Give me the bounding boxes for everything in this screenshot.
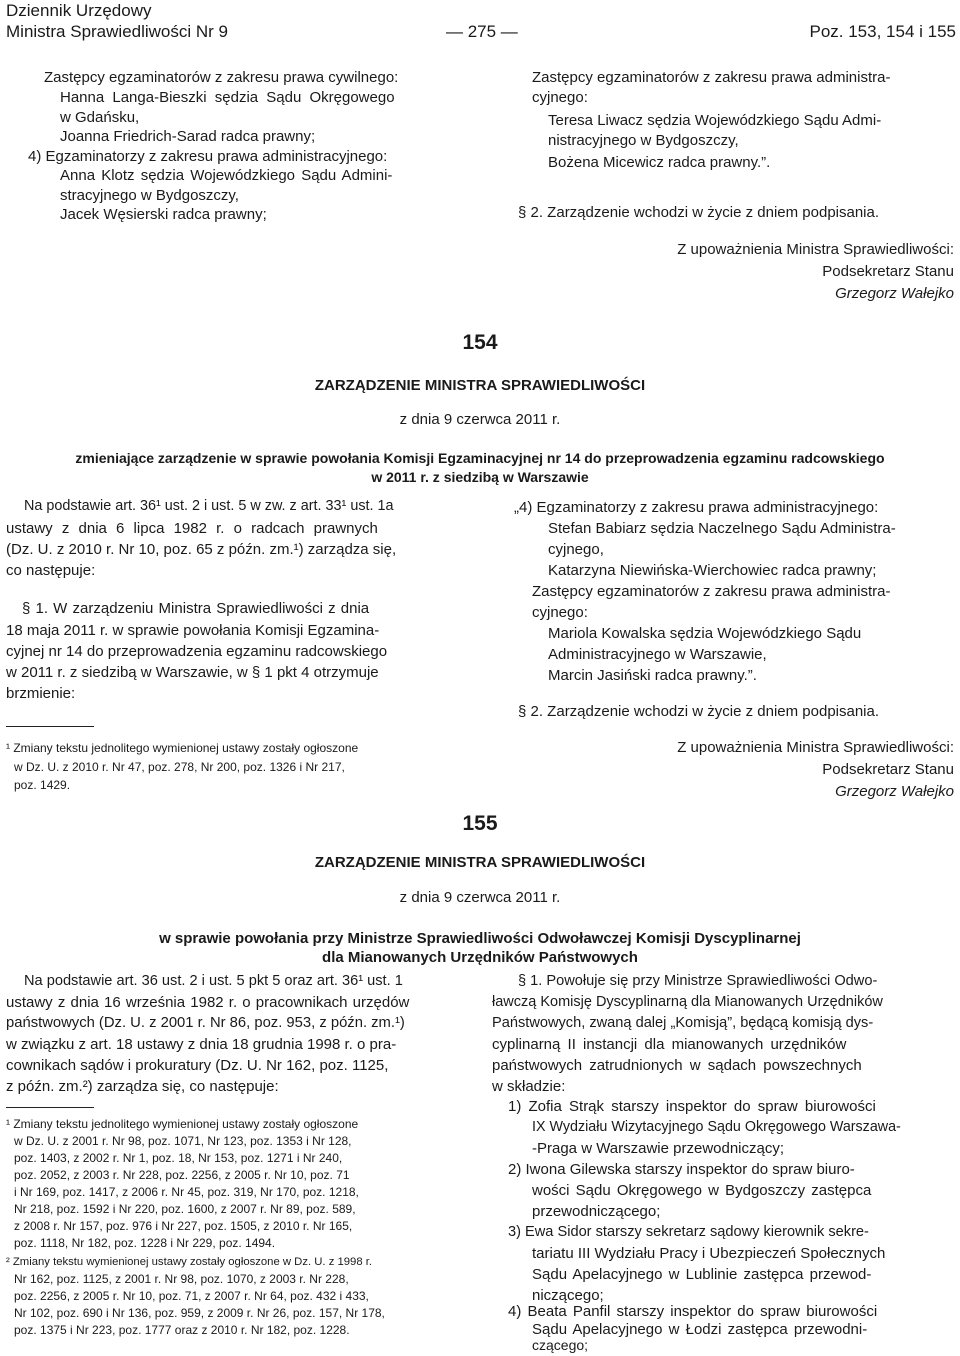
document-subject: zmieniające zarządzenie w sprawie powołania Komisji Egzaminacyjnej nr 14 do przeprowadzenia egzaminu radcowskiego xyxy=(75,450,885,466)
signature-name: Grzegorz Wałejko xyxy=(835,783,954,800)
document-subject: dla Mianowanych Urzędników Państwowych xyxy=(322,949,638,966)
signature-title: Podsekretarz Stanu xyxy=(822,263,954,280)
text-line: cyplinarną II instancji dla mianowanych urzędników xyxy=(492,1036,847,1053)
position-numbers: Poz. 153, 154 i 155 xyxy=(809,22,956,41)
list-item: wości Sądu Okręgowego w Bydgoszczy zastępca xyxy=(532,1182,872,1199)
list-item: 1) Zofia Strąk starszy inspektor do spraw biurowości xyxy=(508,1098,876,1115)
signature-authority: Z upoważnienia Ministra Sprawiedliwości: xyxy=(677,241,954,258)
text-line: Jacek Węsierski radca prawny; xyxy=(60,206,267,223)
signature-name: Grzegorz Wałejko xyxy=(835,285,954,302)
list-item: 3) Ewa Sidor starszy sekretarz sądowy kierownik sekre- xyxy=(508,1224,869,1240)
text-line: Na podstawie art. 36¹ ust. 2 i ust. 5 w zw. z art. 33¹ ust. 1a xyxy=(24,498,394,514)
text-line: nistracyjnego w Bydgoszczy, xyxy=(548,132,739,149)
text-line: ustawy z dnia 6 lipca 1982 r. o radcach prawnych xyxy=(6,520,378,537)
text-line: Marcin Jasiński radca prawny.”. xyxy=(548,667,757,684)
text-line: 18 maja 2011 r. w sprawie powołania Komisji Egzamina- xyxy=(6,622,380,639)
text-line: Na podstawie art. 36 ust. 2 i ust. 5 pkt 5 oraz art. 36¹ ust. 1 xyxy=(24,973,403,989)
document-title: ZARZĄDZENIE MINISTRA SPRAWIEDLIWOŚCI xyxy=(314,854,646,871)
list-item: IX Wydziału Wizytacyjnego Sądu Okręgowego Warszawa- xyxy=(532,1119,901,1135)
text-line: w Gdańsku, xyxy=(60,109,140,126)
text-line: państwowych (Dz. U. z 2001 r. Nr 86, poz. 953, z późn. zm.¹) xyxy=(6,1015,405,1031)
text-line: Stefan Babiarz sędzia Naczelnego Sądu Administra- xyxy=(548,520,896,537)
text-line: brzmienie: xyxy=(6,685,76,702)
footnote-line: ¹ Zmiany tekstu jednolitego wymienionej ustawy zostały ogłoszone xyxy=(6,1117,359,1131)
position-number: 155 xyxy=(462,812,498,835)
text-line: Katarzyna Niewińska-Wierchowiec radca prawny; xyxy=(548,562,877,579)
list-item: przewodniczącego; xyxy=(532,1203,661,1220)
text-line: ustawy z dnia 16 września 1982 r. o pracownikach urzędów xyxy=(6,994,410,1011)
signature-title: Podsekretarz Stanu xyxy=(822,761,954,778)
text-line: w składzie: xyxy=(492,1078,566,1095)
list-item: Sądu Apelacyjnego w Łodzi zastępca przewodni- xyxy=(532,1321,868,1338)
list-item: 2) Iwona Gilewska starszy inspektor do spraw biuro- xyxy=(508,1161,855,1178)
text-line: Mariola Kowalska sędzia Wojewódzkiego Sądu xyxy=(548,625,862,642)
text-line: z późn. zm.²) zarządza się, co następuje: xyxy=(6,1078,279,1095)
text-line: (Dz. U. z 2010 r. Nr 10, poz. 65 z późn. zm.¹) zarządza się, xyxy=(6,541,397,558)
footnote-separator xyxy=(6,1107,94,1108)
footnote-line: poz. 2256, z 2005 r. Nr 10, poz. 71, z 2007 r. Nr 64, poz. 432 i 433, xyxy=(14,1289,369,1303)
footnote-line: ² Zmiany tekstu wymienionej ustawy zostały ogłoszone w Dz. U. z 1998 r. xyxy=(6,1256,373,1268)
running-header xyxy=(6,0,956,44)
list-item: niczącego; xyxy=(532,1287,604,1304)
footnote-line: Nr 162, poz. 1125, z 2001 r. Nr 98, poz. 1070, z 2003 r. Nr 228, xyxy=(14,1272,349,1286)
paragraph: § 2. Zarządzenie wchodzi w życie z dniem podpisania. xyxy=(518,703,880,720)
footnote-line: poz. 1375 i Nr 223, poz. 1777 oraz z 2010 r. Nr 182, poz. 1228. xyxy=(14,1323,350,1337)
text-line: stracyjnego w Bydgoszczy, xyxy=(60,187,239,204)
position-number: 154 xyxy=(462,331,498,354)
text-line: cyjnego: xyxy=(532,89,588,106)
footnote-line: w Dz. U. z 2010 r. Nr 47, poz. 278, Nr 200, poz. 1326 i Nr 217, xyxy=(14,760,345,774)
footnote-line: poz. 1118, Nr 182, poz. 1228 i Nr 229, poz. 1494. xyxy=(14,1236,276,1250)
document-subject: w 2011 r. z siedzibą w Warszawie xyxy=(371,469,589,485)
text-line: Zastępcy egzaminatorów z zakresu prawa administra- xyxy=(532,583,891,600)
text-line: w związku z art. 18 ustawy z dnia 18 grudnia 1998 r. o pra- xyxy=(6,1036,397,1053)
text-line: cownikach sądów i prokuratury (Dz. U. Nr 162, poz. 1125, xyxy=(6,1057,389,1074)
text-line: „4) Egzaminatorzy z zakresu prawa administracyjnego: xyxy=(514,499,879,516)
text-line: Hanna Langa-Bieszki sędzia Sądu Okręgowego xyxy=(60,89,395,106)
signature-authority: Z upoważnienia Ministra Sprawiedliwości: xyxy=(677,739,954,756)
text-line: co następuje: xyxy=(6,562,96,579)
footnote-line: i Nr 169, poz. 1417, z 2006 r. Nr 45, poz. 319, Nr 170, poz. 1218, xyxy=(14,1185,359,1199)
footnote-line: Nr 218, poz. 1592 i Nr 220, poz. 1600, z 2007 r. Nr 89, poz. 589, xyxy=(14,1202,356,1216)
text-line: Administracyjnego w Warszawie, xyxy=(548,646,767,663)
footnote-line: poz. 1429. xyxy=(14,778,71,792)
footnote-line: poz. 1403, z 2002 r. Nr 1, poz. 18, Nr 153, poz. 1271 i Nr 240, xyxy=(14,1151,343,1165)
journal-issue: Ministra Sprawiedliwości Nr 9 xyxy=(6,22,229,41)
list-item: Sądu Apelacyjnego w Lublinie zastępca przewod- xyxy=(532,1266,872,1283)
footnote-line: w Dz. U. z 2001 r. Nr 98, poz. 1071, Nr 123, poz. 1353 i Nr 128, xyxy=(14,1134,352,1148)
journal-title: Dziennik Urzędowy xyxy=(6,1,152,20)
text-line: 4) Egzaminatorzy z zakresu prawa administracyjnego: xyxy=(28,148,388,165)
document-title: ZARZĄDZENIE MINISTRA SPRAWIEDLIWOŚCI xyxy=(314,377,646,394)
page-number: — 275 — xyxy=(446,22,518,41)
text-line: Joanna Friedrich-Sarad radca prawny; xyxy=(60,128,316,145)
text-line: państwowych zatrudnionych w sądach powszechnych xyxy=(492,1057,862,1074)
text-line: Teresa Liwacz sędzia Wojewódzkiego Sądu Admi- xyxy=(548,112,882,129)
text-line: w 2011 r. z siedzibą w Warszawie, w § 1 pkt 4 otrzymuje xyxy=(6,664,379,681)
paragraph: § 2. Zarządzenie wchodzi w życie z dniem podpisania. xyxy=(518,204,880,221)
list-item: tariatu III Wydziału Pracy i Ubezpieczeń Społecznych xyxy=(532,1245,886,1262)
text-line: Zastępcy egzaminatorów z zakresu prawa cywilnego: xyxy=(44,69,399,86)
text-line: cyjnego: xyxy=(532,604,588,621)
footnote-line: Nr 102, poz. 690 i Nr 136, poz. 959, z 2009 r. Nr 26, poz. 157, Nr 178, xyxy=(14,1306,385,1320)
footnote-line: z 2008 r. Nr 157, poz. 976 i Nr 227, poz. 1505, z 2010 r. Nr 165, xyxy=(14,1219,353,1233)
footnote-line: poz. 2052, z 2003 r. Nr 228, poz. 2256, z 2005 r. Nr 10, poz. 71 xyxy=(14,1168,350,1182)
text-line: Zastępcy egzaminatorów z zakresu prawa administra- xyxy=(532,69,891,86)
document-subject: w sprawie powołania przy Ministrze Sprawiedliwości Odwoławczej Komisji Dyscyplinarnej xyxy=(159,930,801,947)
text-line: ławczą Komisję Dyscyplinarną dla Mianowanych Urzędników xyxy=(492,994,883,1010)
text-line: Bożena Micewicz radca prawny.”. xyxy=(548,154,771,171)
text-line: Państwowych, zwaną dalej „Komisją”, będącą komisją dys- xyxy=(492,1015,874,1031)
list-item: 4) Beata Panfil starszy inspektor do spraw biurowości xyxy=(508,1303,878,1320)
text-line: § 1. W zarządzeniu Ministra Sprawiedliwości z dnia xyxy=(22,600,370,617)
text-line: cyjnej nr 14 do przeprowadzenia egzaminu radcowskiego xyxy=(6,643,388,660)
footnote-separator xyxy=(6,726,94,727)
footnote-line: ¹ Zmiany tekstu jednolitego wymienionej ustawy zostały ogłoszone xyxy=(6,741,359,755)
list-item: -Praga w Warszawie przewodniczący; xyxy=(532,1140,785,1157)
text-line: Anna Klotz sędzia Wojewódzkiego Sądu Admini- xyxy=(60,167,393,184)
document-date: z dnia 9 czerwca 2011 r. xyxy=(399,889,561,906)
text-line: cyjnego, xyxy=(548,541,604,558)
text-line: § 1. Powołuje się przy Ministrze Sprawiedliwości Odwo- xyxy=(518,973,878,989)
list-item: czącego; xyxy=(532,1337,589,1353)
document-date: z dnia 9 czerwca 2011 r. xyxy=(399,411,561,428)
